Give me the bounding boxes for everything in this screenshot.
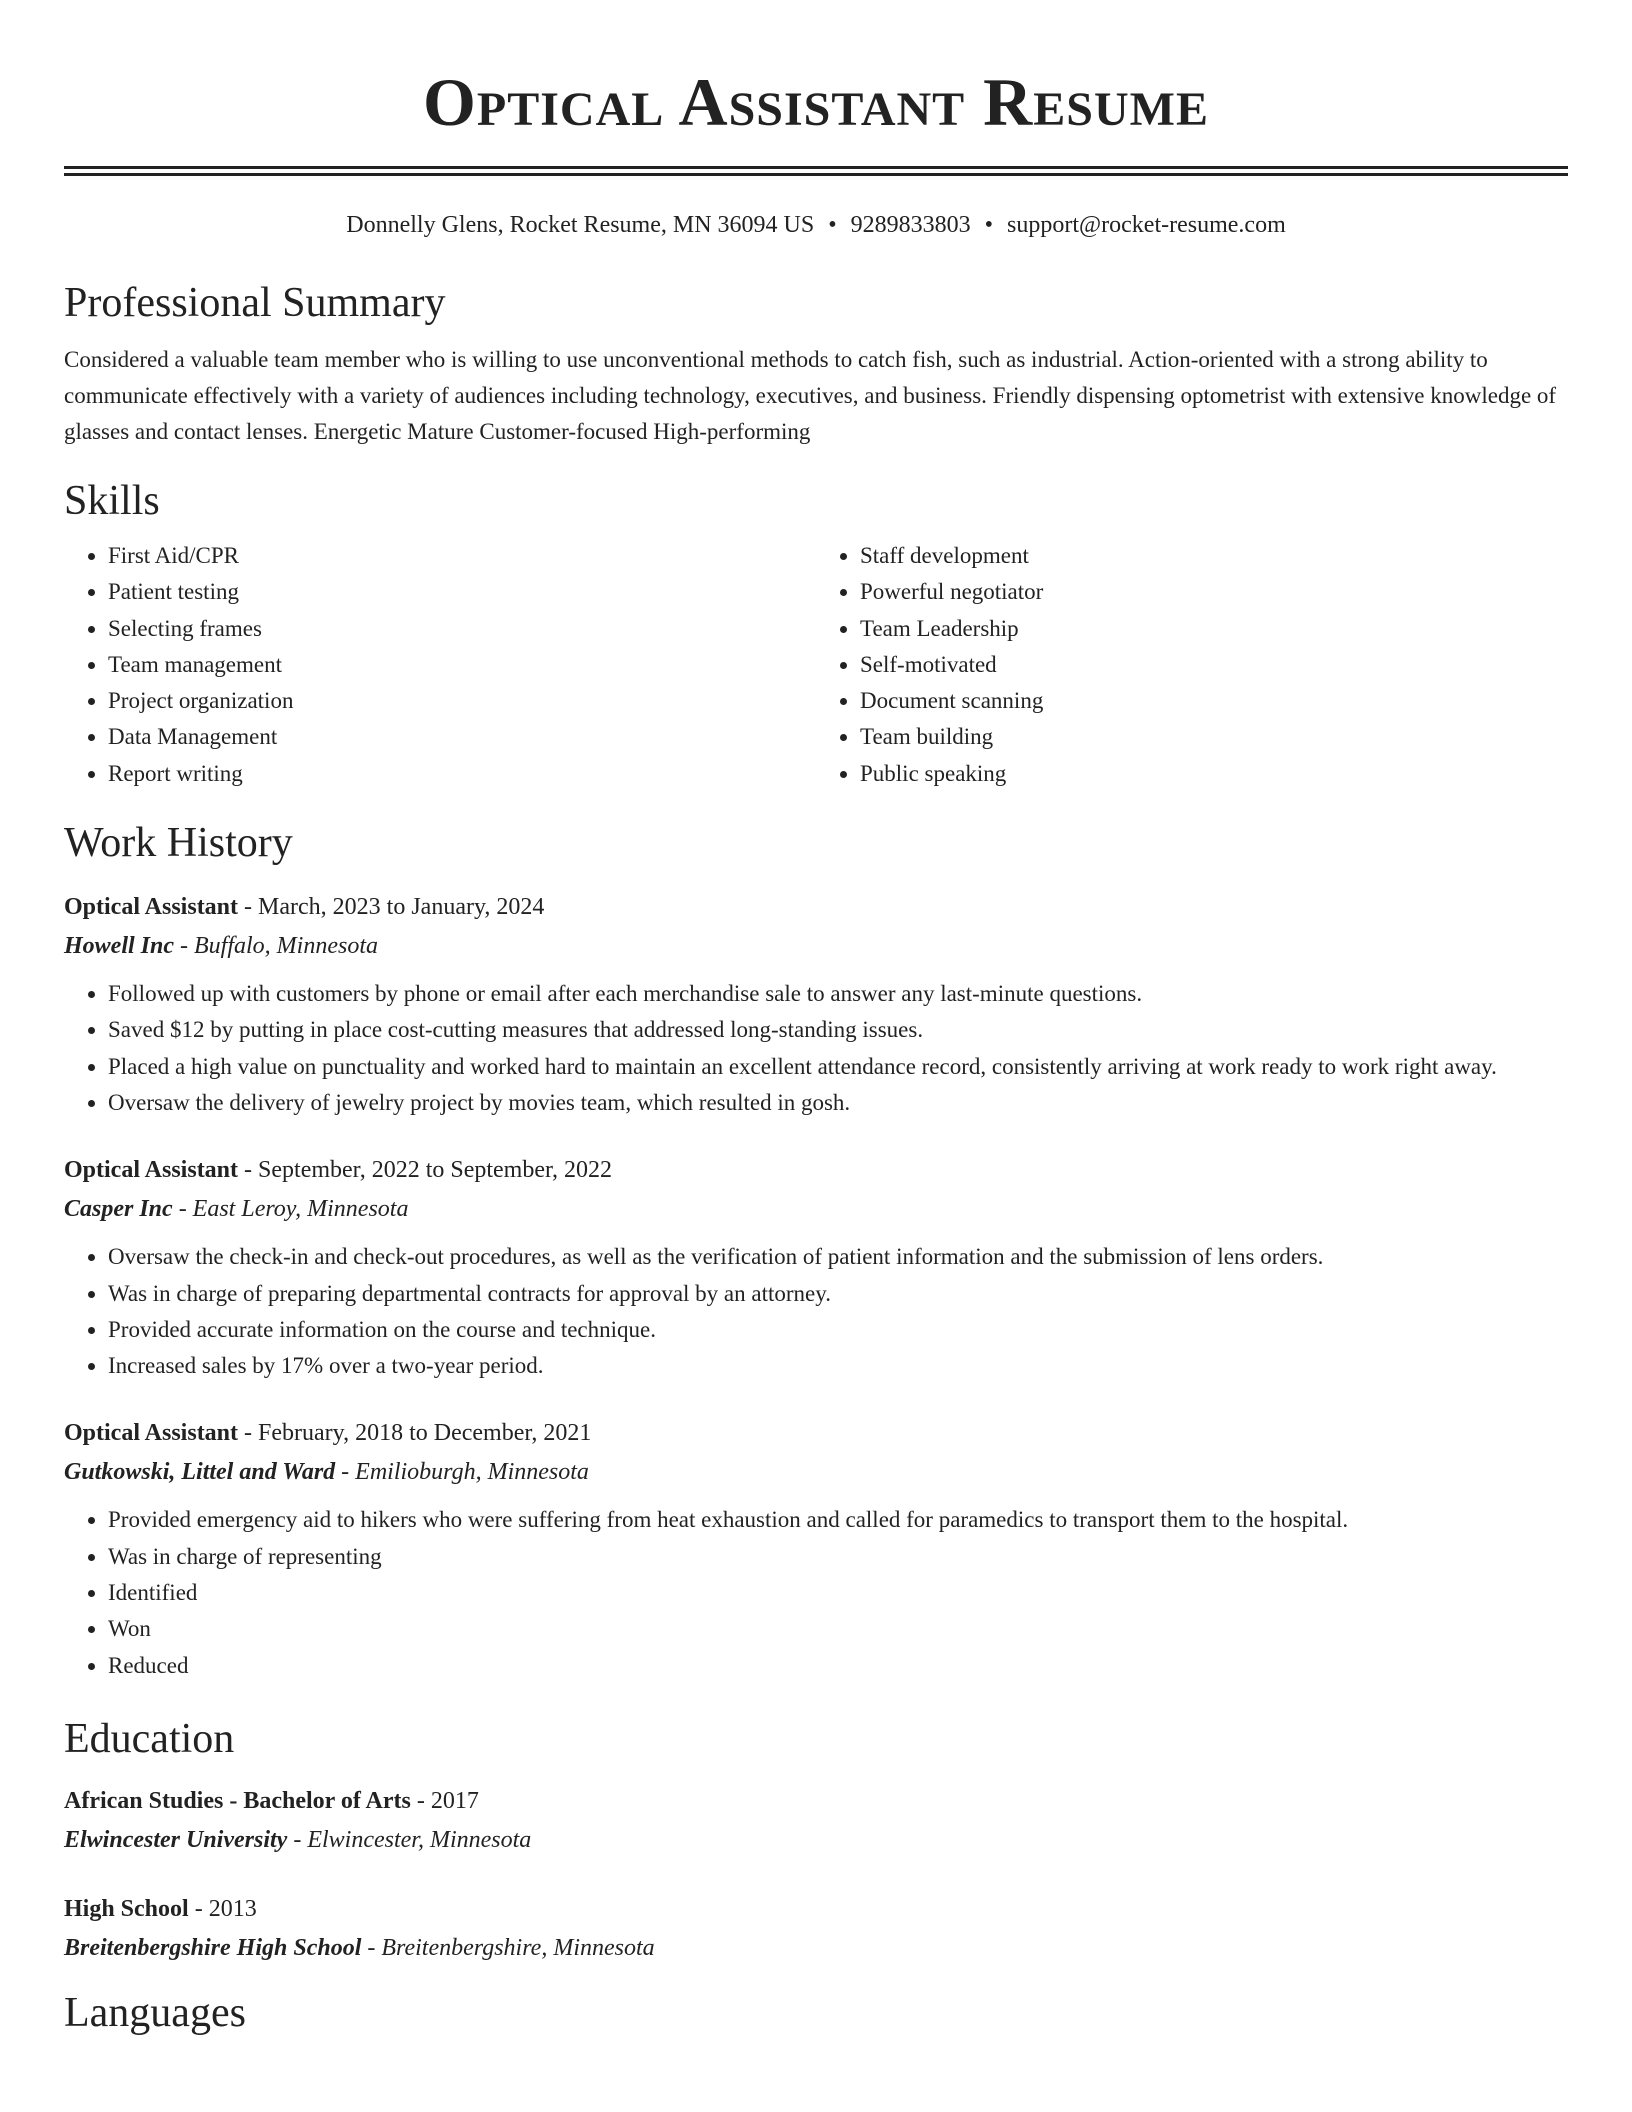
education-degree-line [64, 1890, 1568, 1928]
skill-item: • Patient testing [108, 574, 816, 610]
education-degree-line [64, 1782, 1568, 1820]
education-school-line [64, 1820, 1568, 1860]
job-dates: - March, 2023 to January, 2024 [238, 894, 545, 921]
education-degree: High School [64, 1895, 189, 1922]
job-title: Optical Assistant [64, 1420, 239, 1447]
job-title: Optical Assistant [64, 1157, 239, 1184]
education-heading: Education [64, 1715, 235, 1762]
job-company: Howell Inc [64, 933, 175, 960]
job-title: Optical Assistant [64, 894, 239, 921]
job-location: - Buffalo, Minnesota [174, 933, 378, 960]
job-bullet: • Provided accurate information on the course and technique. [108, 1312, 1568, 1348]
job-header [64, 888, 1568, 926]
skill-item: • Team Leadership [860, 611, 1568, 647]
skill-item: • Public speaking [860, 756, 1568, 792]
job-dates: - February, 2018 to December, 2021 [238, 1420, 592, 1447]
job-bullet: • Oversaw the delivery of jewelry project by movies team, which resulted in gosh. [108, 1085, 1568, 1121]
job-header [64, 1414, 1568, 1452]
job-company-line [64, 1189, 1568, 1229]
languages-heading: Languages [64, 1989, 246, 2036]
education-year: - 2017 [410, 1787, 479, 1814]
job-bullet: • Placed a high value on punctuality and worked hard to maintain an excellent attendance record, consistently arriving at work ready to work right away. [108, 1049, 1568, 1085]
education-school: Breitenbergshire High School [64, 1934, 362, 1961]
skill-item: • Staff development [860, 538, 1568, 574]
languages-section [64, 1988, 1568, 2038]
job-bullets [64, 976, 1568, 1121]
work-history-section [64, 818, 1568, 1684]
education-degree: African Studies - Bachelor of Arts [64, 1787, 411, 1814]
summary-section [64, 278, 1568, 450]
skill-item: • Document scanning [860, 683, 1568, 719]
job-company-line [64, 1452, 1568, 1492]
skill-item: • Report writing [108, 756, 816, 792]
job-bullet: • Saved $12 by putting in place cost-cutting measures that addressed long-standing issues. [108, 1012, 1568, 1048]
job-company-line [64, 926, 1568, 966]
skill-item: • Team building [860, 719, 1568, 755]
contact-separator: • [984, 212, 994, 238]
contact-separator: • [828, 212, 837, 238]
contact-email: support@rocket-resume.com [1007, 212, 1286, 238]
job-dates: - September, 2022 to September, 2022 [238, 1157, 613, 1184]
education-location: - Breitenbergshire, Minnesota [361, 1934, 655, 1961]
job-bullet: • Provided emergency aid to hikers who were suffering from heat exhaustion and called for paramedics to transport them to the hospital. [108, 1502, 1568, 1538]
job-header [64, 1151, 1568, 1189]
job-company: Gutkowski, Littel and Ward [64, 1459, 336, 1486]
job-bullet: • Reduced [108, 1648, 1568, 1684]
summary-heading: Professional Summary [64, 280, 446, 326]
skills-heading: Skills [64, 478, 160, 524]
summary-text: Considered a valuable team member who is willing to use unconventional methods to catch fish, such as industrial. Action-oriented with a strong ability to communicate effectively with a variety of audiences including technology, executives, and business. Friendly dispensing optometrist with extensive knowledge of glasses and contact lenses. Energetic Mature Customer-focused High-performing [64, 347, 1557, 444]
contact-phone: 9289833803 [850, 212, 971, 238]
job-bullets [64, 1239, 1568, 1384]
skills-list-left [64, 538, 816, 792]
skill-item: • Powerful negotiator [860, 574, 1568, 610]
title-divider [64, 166, 1568, 176]
contact-line [64, 210, 1568, 240]
skill-item: • Team management [108, 647, 816, 683]
job-bullet: • Identified [108, 1575, 1568, 1611]
job-bullet: • Was in charge of representing [108, 1539, 1568, 1575]
skill-item: • Self-motivated [860, 647, 1568, 683]
education-entry [64, 1782, 1568, 1860]
job-bullet: • Followed up with customers by phone or email after each merchandise sale to answer any last-minute questions. [108, 976, 1568, 1012]
resume-page [64, 0, 1568, 2038]
skill-item: • Selecting frames [108, 611, 816, 647]
job-bullet: • Won [108, 1611, 1568, 1647]
job-entry [64, 888, 1568, 1121]
page-title: Optical Assistant Resume [423, 64, 1209, 140]
job-location: - East Leroy, Minnesota [172, 1196, 409, 1223]
job-entry [64, 1414, 1568, 1683]
skill-item: • Project organization [108, 683, 816, 719]
education-school: Elwincester University [64, 1826, 288, 1853]
work-history-heading: Work History [64, 820, 293, 867]
skills-columns [64, 538, 1568, 792]
skills-list-right [816, 538, 1568, 792]
education-year: - 2013 [188, 1895, 257, 1922]
job-bullet: • Was in charge of preparing departmental contracts for approval by an attorney. [108, 1276, 1568, 1312]
job-bullets [64, 1502, 1568, 1683]
education-section [64, 1714, 1568, 1968]
education-entry [64, 1890, 1568, 1968]
job-entry [64, 1151, 1568, 1384]
job-bullet: • Oversaw the check-in and check-out procedures, as well as the verification of patient information and the submission of lens orders. [108, 1239, 1568, 1275]
skill-item: • First Aid/CPR [108, 538, 816, 574]
education-school-line [64, 1928, 1568, 1968]
contact-address: Donnelly Glens, Rocket Resume, MN 36094 US [346, 212, 815, 238]
job-location: - Emilioburgh, Minnesota [335, 1459, 589, 1486]
skills-section [64, 476, 1568, 792]
skill-item: • Data Management [108, 719, 816, 755]
job-company: Casper Inc [64, 1196, 173, 1223]
education-location: - Elwincester, Minnesota [287, 1826, 532, 1853]
job-bullet: • Increased sales by 17% over a two-year period. [108, 1348, 1568, 1384]
